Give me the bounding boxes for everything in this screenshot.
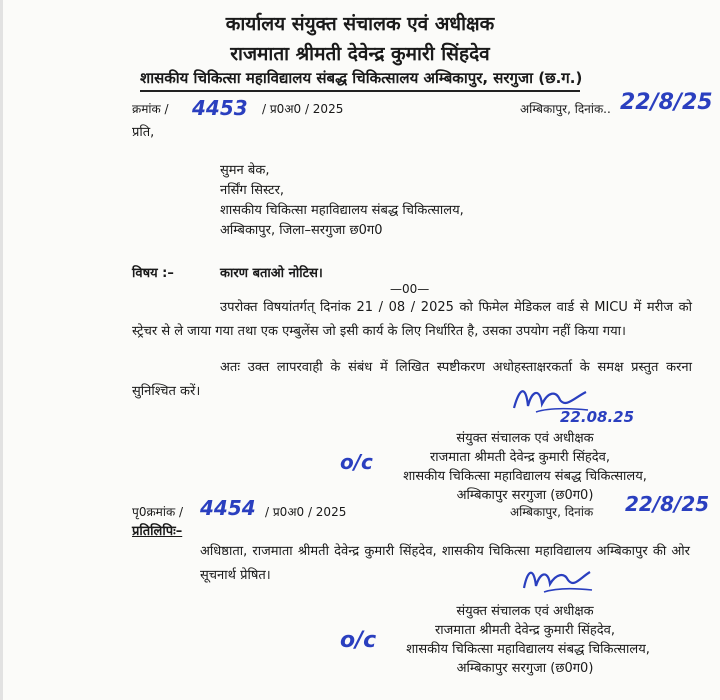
subject-label: विषय :– [132,266,174,281]
signature1-college: शासकीय चिकित्सा महाविद्यालय संबद्ध चिकित्सालय, [403,469,647,484]
signature2-hospital: राजमाता श्रीमती देवेन्द्र कुमारी सिंहदेव, [434,623,616,638]
signature1-designation: संयुक्त संचालक एवं अधीक्षक [456,431,594,446]
ref-number-suffix: / प्र0अ0 / 2025 [262,102,344,116]
ref2-place-date-label: अम्बिकापुर, दिनांक [510,505,594,519]
ref2-number-suffix: / प्र0अ0 / 2025 [265,505,347,519]
signature1-location: अम्बिकापुर सरगुजा (छ0ग0) [456,488,594,503]
ref2-number-handwritten: 4454 [200,496,256,520]
copy-label: प्रतिलिपिः– [132,524,183,539]
signature2-college: शासकीय चिकित्सा महाविद्यालय संबद्ध चिकित्सालय, [406,642,650,657]
signature2-location: अम्बिकापुर सरगुजा (छ0ग0) [456,661,594,676]
ref-number-handwritten: 4453 [192,96,248,120]
header-office-title: कार्यालय संयुक्त संचालक एवं अधीक्षक [225,13,495,35]
signature2-oc-handwritten: o/c [340,628,377,653]
ref-date-handwritten: 22/8/25 [620,90,713,115]
header-hospital-name: राजमाता श्रीमती देवेन्द्र कुमारी सिंहदेव [230,43,490,65]
addressee-designation: नर्सिंग सिस्टर, [220,183,285,198]
ref-place-date-label: अम्बिकापुर, दिनांक.. [520,102,611,116]
separator: —00— [390,282,430,296]
header-college-address: शासकीय चिकित्सा महाविद्यालय संबद्ध चिकित्सालय अम्बिकापुर, सरगुजा (छ.ग.) [140,69,583,87]
scan-edge [0,0,3,700]
signature1-oc-handwritten: o/c [340,450,373,474]
addressee-location: अम्बिकापुर, जिला–सरगुजा छ0ग0 [220,223,383,238]
header-underline [140,90,580,92]
subject-text: कारण बताओ नोटिस। [220,266,323,281]
prati-label: प्रति, [132,125,155,140]
signature-date-handwritten: 22.08.25 [560,408,635,426]
body-paragraph-1: उपरोक्त विषयांतर्गत् दिनांक 21 / 08 / 2025 को फिमेल मेडिकल वार्ड से MICU में मरीज को स्ट्रेचर से ले जाया गया तथा एक एम्बुलेंस जो इसी कार्य के लिए निर्धारित है, उसका उपयोग नहीं किया गया। [132,300,692,339]
ref2-date-handwritten: 22/8/25 [625,492,710,516]
signature2-designation: संयुक्त संचालक एवं अधीक्षक [456,604,594,619]
signature1-hospital: राजमाता श्रीमती देवेन्द्र कुमारी सिंहदेव, [429,450,611,465]
body-paragraph-2: अतः उक्त लापरवाही के संबंध में लिखित स्पष्टीकरण अधोहस्ताक्षरकर्ता के समक्ष प्रस्तुत करना सुनिश्चित करें। [132,360,692,399]
ref-number-label: क्रमांक / [132,102,169,116]
addressee-name: सुमन बेक, [220,163,270,178]
addressee-institution: शासकीय चिकित्सा महाविद्यालय संबद्ध चिकित्सालय, [220,203,464,218]
copy-text: अधिष्ठाता, राजमाता श्रीमती देवेन्द्र कुमारी सिंहदेव, शासकीय चिकित्सा महाविद्यालय अम्बिकापुर की ओर सूचनार्थ प्रेषित। [200,544,690,583]
ref2-number-label: पृ0क्रमांक / [132,505,184,519]
signature-scribble-2 [518,560,598,596]
